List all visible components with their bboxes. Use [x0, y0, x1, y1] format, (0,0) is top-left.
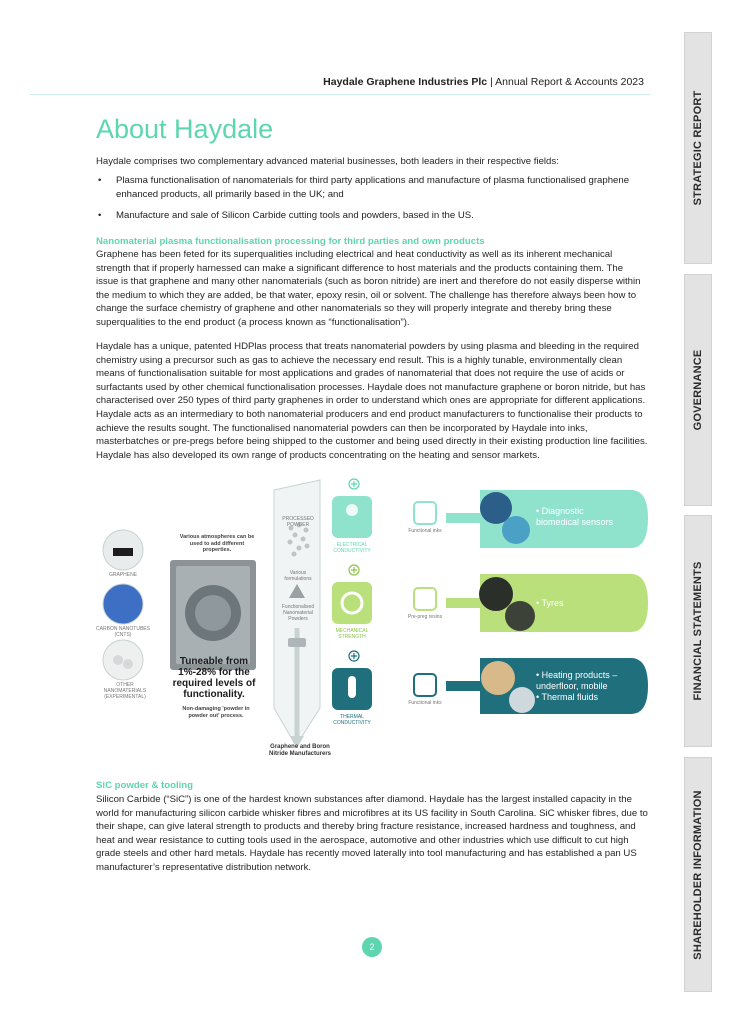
manufacturers-label: Graphene and Boron Nitride Manufacturers [268, 744, 331, 757]
page-number: 2 [362, 937, 382, 957]
tab-shareholder-information[interactable] [684, 757, 712, 992]
tab-label: STRATEGIC REPORT [692, 90, 704, 206]
prepreg-product-icon [414, 588, 436, 610]
tab-label: GOVERNANCE [692, 349, 704, 431]
list-item: • Plasma functionalisation of nanomaterials for third party applications and manufacture of plasma functionalised graphene enhanced products, all primarily based in the UK; and [96, 174, 648, 201]
mechanical-property-tile [332, 582, 372, 624]
property-label: MECHANICAL STRENGTH [335, 628, 369, 640]
input-label: GRAPHENE [108, 572, 138, 578]
callout-sensors: • Diagnostic biomedical sensors [536, 506, 614, 527]
column-label: PROCESSED POWDER [282, 516, 314, 528]
section-heading-plasma: Nanomaterial plasma functionalisation processing for third parties and own products [96, 236, 485, 247]
input-label: OTHER NANOMATERIALS (EXPERIMENTAL) [103, 682, 147, 700]
process-diagram [96, 478, 648, 773]
callout-tyres: • Tyres [536, 598, 564, 608]
tab-strategic-report[interactable] [684, 32, 712, 264]
product-label: Functional inks [408, 528, 442, 534]
header-separator: | [490, 76, 493, 88]
report-name: Annual Report & Accounts 2023 [495, 76, 644, 88]
cnt-icon [103, 584, 143, 624]
body-paragraph: Graphene has been feted for its superqualities including electrical and heat conductivity as well as its inherent mechanical strength that if properly harnessed can make a significant difference to host materials and the products containing them. The issue is that graphene and many other nanomaterials (such as boron nitride) are inert and therefore do not easily disperse within the medium to which they are added, be that water, epoxy resin, oil or solvent. The challenge has therefore always been how to change the surface chemistry of graphene and other nanomaterials so they will properly integrate and thereby bring these superqualities to the end product (a process known as “functionalisation”). [96, 249, 641, 328]
company-name: Haydale Graphene Industries Plc [323, 76, 488, 88]
list-item: • Manufacture and sale of Silicon Carbide cutting tools and powders, based in the US. [96, 209, 648, 223]
truck-icon [288, 638, 306, 647]
body-paragraph: Silicon Carbide (“SiC”) is one of the hardest known substances after diamond. Haydale has the largest installed capacity in the world for manufacturing silicon carbide whisker fibres and microfibres at its US facility in South Carolina. SiC whisker fibres, due to their shape, can give lateral strength to products and thereby bring fracture resistance, increased hardness and toughness, and heat and wear resistance to cutting tools used in the aerospace, automotive and other industries which use difficult to cut high grade steels and other hard metals. Haydale has recently moved laterally into tool manufacturing and has established a pan US manufacturer’s representative distribution network. [96, 794, 648, 873]
column-label: Functionalised Nanomaterial Powders [281, 604, 315, 622]
callout-heating: • Heating products – underfloor, mobile • Thermal fluids [536, 670, 618, 702]
ink-product-icon [414, 502, 436, 524]
tab-label: FINANCIAL STATEMENTS [692, 561, 704, 701]
page-title: About Haydale [96, 114, 274, 144]
electrical-property-tile [332, 496, 372, 538]
section-heading-sic: SiC powder & tooling [96, 780, 193, 791]
body-paragraph: Haydale has a unique, patented HDPlas process that treats nanomaterial powders by using plasma and bleeding in the required chemistry using a precursor such as gas to achieve the necessary end result. This is a highly tunable, environmentally clean means of functionalisation suitable for most applications and grades of nanomaterial that does not require the use of acids or surfactants used by other chemical functionalisation processes. Haydale does not manufacture graphene or boron nitride, but has characterised over 250 types of third party graphenes in order to understand which ones are appropriate for different applications. Haydale acts as an intermediary to both nanomaterial producers and end product manufacturers to functionalise their products to achieve the results sought. The functionalised nanomaterial powders can then be incorporated by Haydale into inks, masterbatches or pre-pregs before being shipped to the customer and being used directly in their existing production line facilities. Haydale has also developed its own range of products concentrating on the heating and sensor markets. [96, 341, 648, 461]
product-label: Pre-preg resins [407, 614, 443, 620]
tuneable-note: Tuneable from 1%-28% for the required levels of functionality. [172, 656, 256, 700]
running-header [96, 76, 644, 88]
intro-paragraph: Haydale comprises two complementary advanced material businesses, both leaders in their respective fields: [96, 156, 559, 167]
ink-product-icon [414, 674, 436, 696]
tyre-photo [479, 577, 513, 611]
tab-label: SHAREHOLDER INFORMATION [692, 789, 704, 960]
process-note: Non-damaging 'powder in powder out' process. [182, 706, 250, 719]
business-list [96, 174, 648, 231]
column-label: Various formulations [284, 570, 312, 582]
property-label: ELECTRICAL CONDUCTIVITY [333, 542, 371, 554]
product-label: Functional inks [408, 700, 442, 706]
tab-financial-statements[interactable] [684, 515, 712, 747]
heating-photo [481, 661, 515, 695]
property-label: THERMAL CONDUCTIVITY [333, 714, 371, 726]
header-rule [30, 94, 650, 95]
atmosphere-note: Various atmospheres can be used to add different properties. [179, 534, 255, 553]
input-label: CARBON NANOTUBES (CNTS) [96, 626, 150, 638]
tab-governance[interactable] [684, 274, 712, 506]
